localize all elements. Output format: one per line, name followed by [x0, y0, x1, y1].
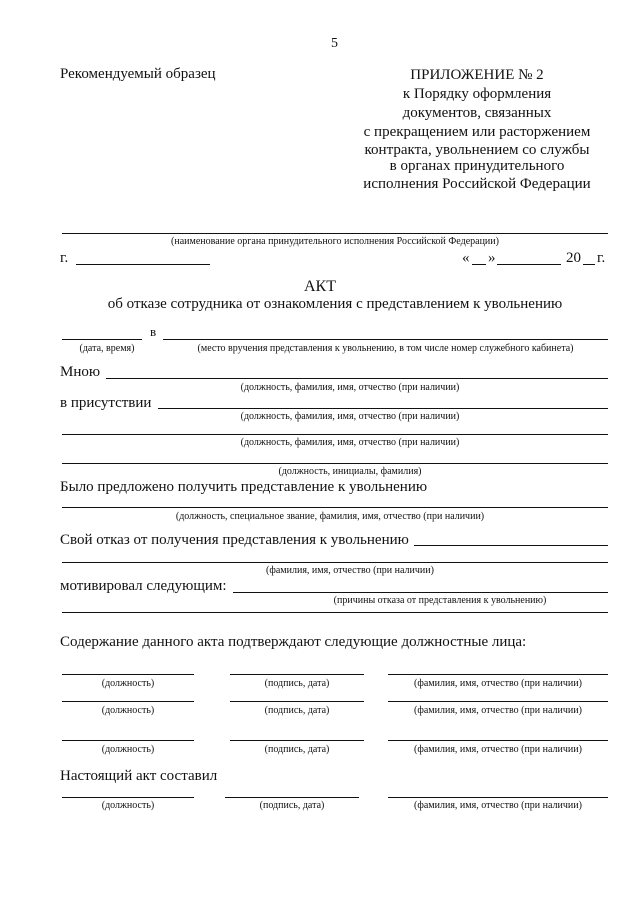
day-field[interactable]: [472, 264, 486, 265]
official-2-position-caption: (должность): [101, 705, 155, 716]
refusal-label: Свой отказ от получения представления к увольнению: [60, 532, 409, 548]
place-prefix: в: [150, 324, 157, 339]
date-time-caption: (дата, время): [79, 343, 135, 354]
date-close-quote: »: [488, 250, 496, 266]
appendix-line-4: контракта, увольнением со службы: [364, 142, 590, 158]
official-1-position-caption: (должность): [101, 678, 155, 689]
appendix-title: ПРИЛОЖЕНИЕ № 2: [410, 67, 544, 83]
act-title: АКТ: [304, 278, 336, 295]
composer-fio-caption: (фамилия, имя, отчество (при наличии): [414, 800, 582, 811]
motivated-label: мотивировал следующим:: [60, 578, 227, 594]
composer-signature-field[interactable]: [225, 797, 359, 798]
org-name-field[interactable]: [62, 233, 608, 234]
official-1-fio-caption: (фамилия, имя, отчество (при наличии): [414, 678, 582, 689]
official-3-fio-field[interactable]: [388, 740, 608, 741]
employee-caption: (должность, инициалы, фамилия): [278, 466, 422, 477]
by-me-caption: (должность, фамилия, имя, отчество (при наличии): [240, 382, 460, 393]
place-caption: (место вручения представления к увольнению, в том числе номер служебного кабинета): [197, 343, 574, 354]
refusal-field-2[interactable]: [62, 562, 608, 563]
official-1-signature-field[interactable]: [230, 674, 364, 675]
month-field[interactable]: [497, 264, 561, 265]
confirm-label: Содержание данного акта подтверждают следующие должностные лица:: [60, 634, 527, 650]
official-2-signature-field[interactable]: [230, 701, 364, 702]
appendix-line-1: к Порядку оформления: [402, 86, 552, 102]
composer-position-field[interactable]: [62, 797, 194, 798]
official-2-position-field[interactable]: [62, 701, 194, 702]
witness-field[interactable]: [62, 434, 608, 435]
city-field[interactable]: [76, 264, 210, 265]
page-number: 5: [331, 36, 338, 51]
appendix-line-2: документов, связанных: [402, 105, 552, 121]
composer-fio-field[interactable]: [388, 797, 608, 798]
official-3-fio-caption: (фамилия, имя, отчество (при наличии): [414, 744, 582, 755]
in-presence-field[interactable]: [158, 408, 608, 409]
reasons-field[interactable]: [233, 592, 608, 593]
offered-field[interactable]: [62, 507, 608, 508]
year-suffix: г.: [597, 250, 606, 266]
official-1-signature-caption: (подпись, дата): [264, 678, 330, 689]
appendix-line-3: с прекращением или расторжением: [363, 124, 591, 140]
witness-caption: (должность, фамилия, имя, отчество (при наличии): [240, 437, 460, 448]
official-1-position-field[interactable]: [62, 674, 194, 675]
composed-label: Настоящий акт составил: [60, 768, 218, 784]
reasons-field-2[interactable]: [62, 612, 608, 613]
official-1-fio-field[interactable]: [388, 674, 608, 675]
refusal-caption: (фамилия, имя, отчество (при наличии): [266, 565, 434, 576]
reasons-caption: (причины отказа от представления к увольнению): [333, 595, 547, 606]
appendix-line-5: в органах принудительного: [389, 158, 565, 174]
year-field[interactable]: [583, 264, 595, 265]
recommended-sample-label: Рекомендуемый образец: [60, 66, 216, 82]
official-3-signature-field[interactable]: [230, 740, 364, 741]
official-3-signature-caption: (подпись, дата): [264, 744, 330, 755]
year-prefix: 20: [566, 250, 581, 266]
composer-position-caption: (должность): [101, 800, 155, 811]
by-me-field[interactable]: [106, 378, 608, 379]
by-me-label: Мною: [60, 364, 101, 380]
official-2-fio-field[interactable]: [388, 701, 608, 702]
official-2-fio-caption: (фамилия, имя, отчество (при наличии): [414, 705, 582, 716]
official-3-position-field[interactable]: [62, 740, 194, 741]
offered-caption: (должность, специальное звание, фамилия, имя, отчество (при наличии): [175, 511, 485, 522]
appendix-line-6: исполнения Российской Федерации: [363, 176, 591, 192]
in-presence-label: в присутствии: [60, 395, 152, 411]
date-time-field[interactable]: [62, 339, 142, 340]
city-prefix: г.: [60, 250, 69, 266]
employee-field[interactable]: [62, 463, 608, 464]
official-2-signature-caption: (подпись, дата): [264, 705, 330, 716]
composer-signature-caption: (подпись, дата): [259, 800, 325, 811]
date-open-quote: «: [462, 250, 470, 266]
act-subtitle: об отказе сотрудника от ознакомления с представлением к увольнению: [107, 296, 563, 312]
place-field[interactable]: [163, 339, 608, 340]
refusal-field[interactable]: [414, 545, 608, 546]
in-presence-caption: (должность, фамилия, имя, отчество (при наличии): [240, 411, 460, 422]
official-3-position-caption: (должность): [101, 744, 155, 755]
offered-label: Было предложено получить представление к увольнению: [60, 479, 428, 495]
org-name-caption: (наименование органа принудительного исполнения Российской Федерации): [171, 236, 499, 247]
